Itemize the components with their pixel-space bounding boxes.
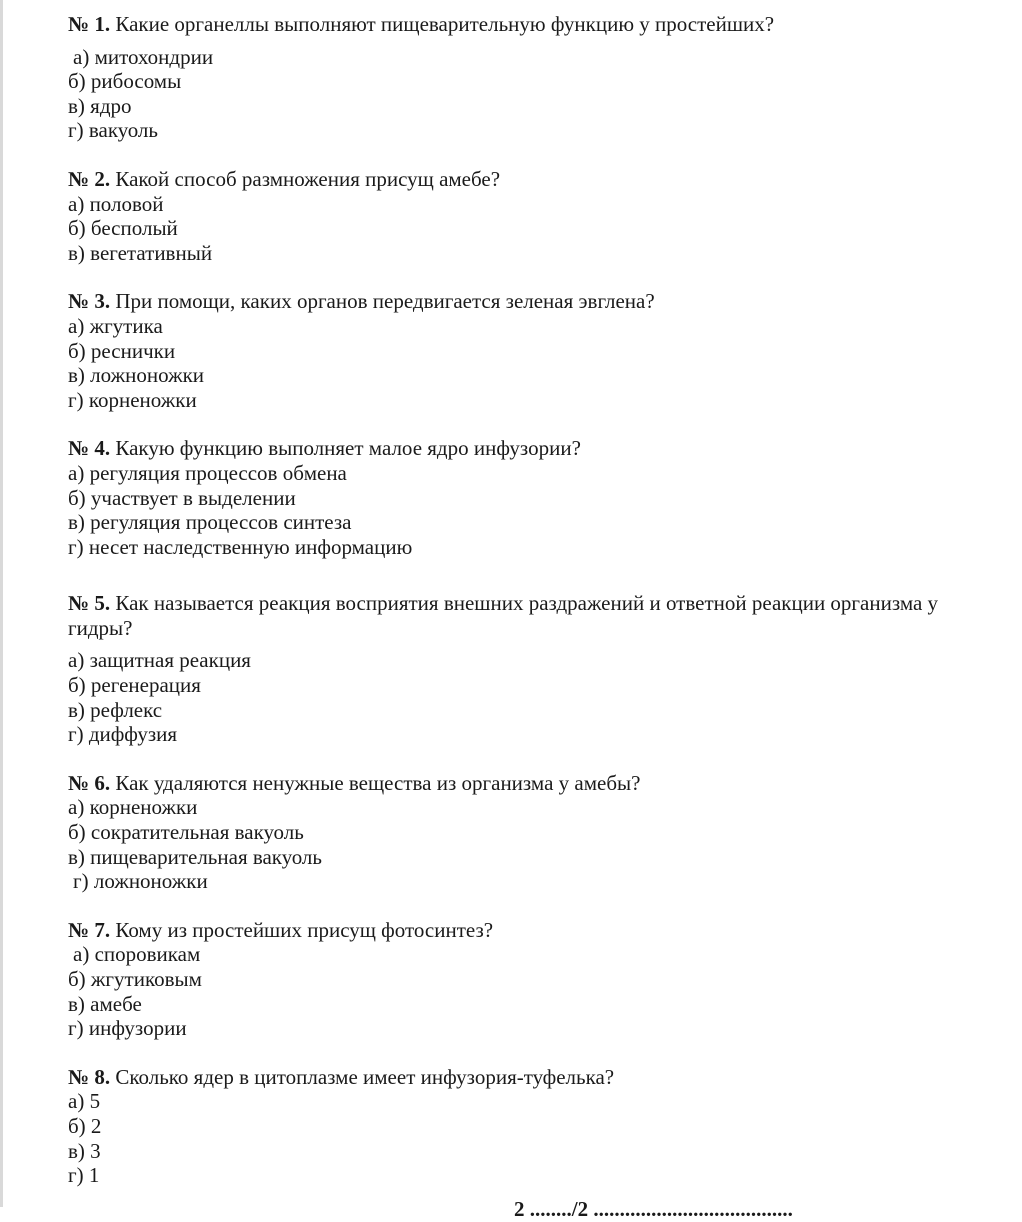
answer-options <box>68 314 998 412</box>
question-2 <box>68 167 998 265</box>
question-title <box>68 289 998 314</box>
question-title <box>68 918 998 943</box>
question-4 <box>68 436 998 559</box>
question-7 <box>68 918 998 1041</box>
question-text: Сколько ядер в цитоплазме имеет инфузория-туфелька? <box>110 1064 615 1089</box>
question-text: Как удаляются ненужные вещества из организма у амебы? <box>110 770 641 795</box>
question-number: № 5. <box>68 591 111 616</box>
answer-option[interactable]: в) амебе <box>68 991 142 1016</box>
answer-option[interactable]: в) регуляция процессов синтеза <box>68 510 352 535</box>
answer-option[interactable]: г) диффузия <box>68 722 178 747</box>
question-title <box>68 167 998 192</box>
question-number: № 7. <box>68 917 111 942</box>
question-text: Кому из простейших присущ фотосинтез? <box>110 917 494 942</box>
answer-option[interactable]: а) корненожки <box>68 795 198 820</box>
question-number: № 2. <box>68 166 111 191</box>
question-1 <box>68 12 998 143</box>
answer-option[interactable]: г) ложноножки <box>73 869 208 894</box>
question-number: № 6. <box>68 770 111 795</box>
answer-option[interactable]: б) рибосомы <box>68 69 182 94</box>
answer-option[interactable]: в) пищеварительная вакуоль <box>68 844 322 869</box>
answer-option[interactable]: в) вегетативный <box>68 240 213 265</box>
answer-option[interactable]: а) половой <box>68 191 164 216</box>
question-number: № 4. <box>68 436 111 461</box>
question-text: Какой способ размножения присущ амебе? <box>110 166 501 191</box>
answer-option[interactable]: б) участвует в выделении <box>68 485 296 510</box>
quiz-document <box>68 12 998 1188</box>
question-text: При помощи, каких органов передвигается зеленая эвглена? <box>110 289 655 314</box>
answer-option[interactable]: г) корненожки <box>68 387 197 412</box>
answer-option[interactable]: б) бесполый <box>68 216 178 241</box>
answer-options <box>68 461 998 559</box>
answer-option[interactable]: г) инфузории <box>68 1016 187 1041</box>
answer-option[interactable]: г) вакуоль <box>68 118 158 143</box>
answer-option[interactable]: а) споровикам <box>73 942 201 967</box>
question-text: Какие органеллы выполняют пищеварительную функцию у простейших? <box>110 12 775 36</box>
answer-option[interactable]: а) митохондрии <box>73 44 214 69</box>
answer-option[interactable]: г) 1 <box>68 1163 100 1188</box>
answer-option[interactable]: в) 3 <box>68 1138 101 1163</box>
answer-options <box>68 795 998 893</box>
page-left-border <box>0 0 3 1207</box>
answer-option[interactable]: в) ложноножки <box>68 363 205 388</box>
answer-option[interactable]: б) реснички <box>68 338 176 363</box>
question-title <box>68 12 998 37</box>
answer-option[interactable]: б) 2 <box>68 1113 102 1138</box>
answer-option[interactable]: г) несет наследственную информацию <box>68 534 413 559</box>
question-number: № 3. <box>68 289 111 314</box>
answer-options <box>68 1089 998 1187</box>
question-title <box>68 1065 998 1090</box>
answer-options <box>68 942 998 1040</box>
answer-option[interactable]: а) 5 <box>68 1089 101 1114</box>
answer-option[interactable]: а) защитная реакция <box>68 648 251 673</box>
question-number: № 8. <box>68 1064 111 1089</box>
answer-option[interactable]: б) сократительная вакуоль <box>68 820 304 845</box>
answer-option[interactable]: а) регуляция процессов обмена <box>68 460 347 485</box>
page-footer-cutoff: 2 ......../2 ...................................... <box>514 1197 793 1221</box>
answer-option[interactable]: б) регенерация <box>68 673 201 698</box>
answer-option[interactable]: б) жгутиковым <box>68 967 202 991</box>
answer-option[interactable]: в) ядро <box>68 93 132 118</box>
question-text: Как называется реакция восприятия внешних раздражений и ответной реакции организма у гидры? <box>68 591 939 640</box>
answer-options <box>68 648 998 746</box>
answer-option[interactable]: а) жгутика <box>68 313 163 338</box>
answer-options <box>68 192 998 266</box>
question-6 <box>68 771 998 894</box>
question-5 <box>68 591 998 747</box>
question-number: № 1. <box>68 12 111 36</box>
question-title <box>68 436 998 461</box>
question-8 <box>68 1065 998 1188</box>
question-text: Какую функцию выполняет малое ядро инфузории? <box>110 436 581 461</box>
question-title <box>68 591 998 640</box>
answer-options <box>68 45 998 143</box>
question-3 <box>68 289 998 412</box>
question-title <box>68 771 998 796</box>
answer-option[interactable]: в) рефлекс <box>68 697 163 722</box>
